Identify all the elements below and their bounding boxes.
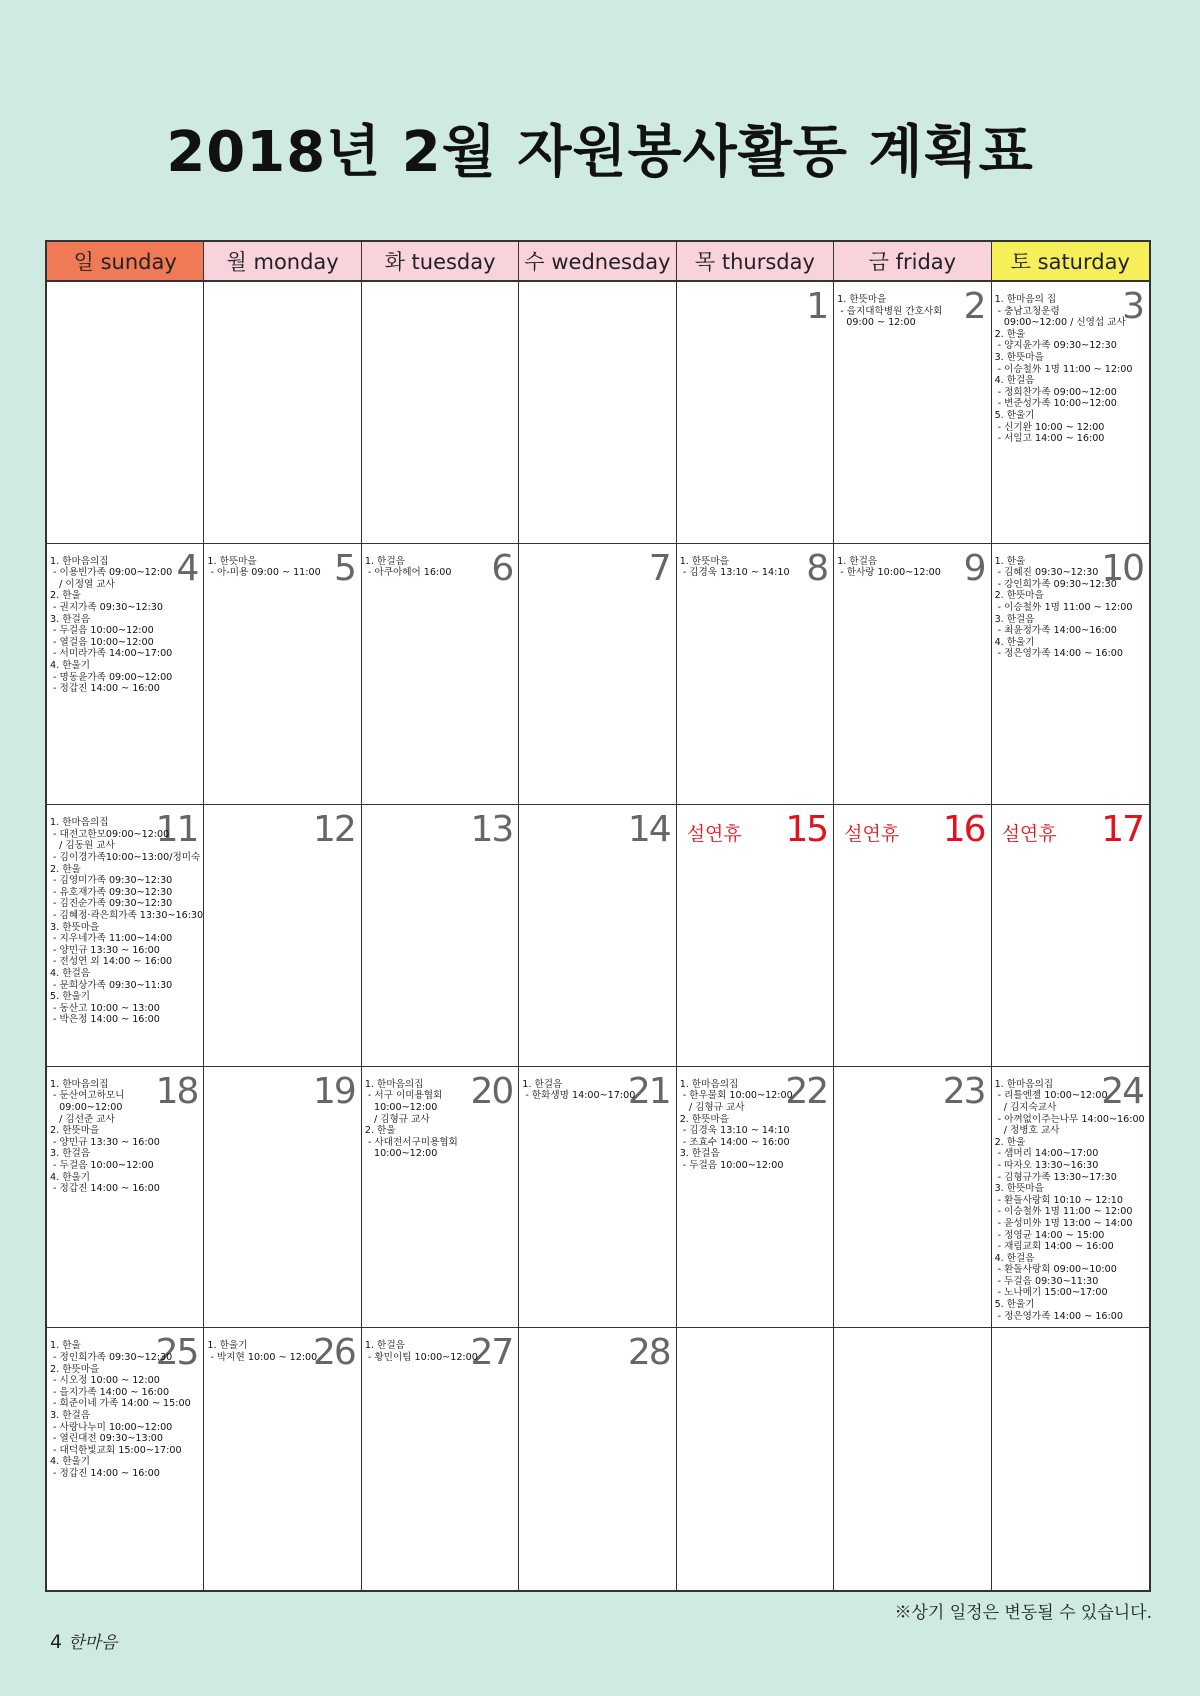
event-line: - 양지윤가족 09:30~12:30 <box>994 340 1117 352</box>
day-number: 6 <box>491 547 513 589</box>
event-line: - 희준이네 가족 14:00 ~ 15:00 <box>50 1398 191 1410</box>
day-cell <box>834 1067 991 1329</box>
day-number: 22 <box>785 1070 828 1112</box>
day-cell <box>519 544 676 806</box>
event-line: - 아-미용 09:00 ~ 11:00 <box>207 567 321 579</box>
event-line: 1. 한걸음 <box>522 1078 563 1090</box>
event-line: - 김진순가족 09:30~12:30 <box>50 898 173 910</box>
day-cell <box>519 282 676 544</box>
day-cell <box>204 1328 361 1590</box>
day-cell <box>834 544 991 806</box>
event-line: 2. 한뜻마을 <box>679 1113 729 1125</box>
event-line: 3. 한걸음 <box>994 613 1035 625</box>
event-line: - 양민규 13:30 ~ 16:00 <box>50 944 160 956</box>
event-list <box>50 1079 159 1195</box>
day-number: 2 <box>963 286 985 327</box>
event-line: / 김형규 교사 <box>364 1113 430 1125</box>
event-line: 3. 한걸음 <box>50 613 91 625</box>
event-line: - 이승철外 1명 11:00 ~ 12:00 <box>994 1206 1133 1218</box>
day-number: 23 <box>942 1070 985 1112</box>
event-line: - 전성연 외 14:00 ~ 16:00 <box>50 956 173 968</box>
day-number: 12 <box>313 809 355 851</box>
day-cell <box>47 544 204 806</box>
event-line: 2. 한울 <box>364 1125 396 1137</box>
day-number: 28 <box>627 1332 670 1374</box>
day-number: 4 <box>176 547 198 589</box>
day-number: 10 <box>1101 547 1143 589</box>
event-line: - 유호재가족 09:30~12:30 <box>50 886 173 898</box>
day-number: 8 <box>806 547 828 589</box>
event-line: 5. 한울기 <box>50 991 91 1003</box>
event-line: - 박은정 14:00 ~ 16:00 <box>50 1014 160 1026</box>
event-line: - 김경욱 13:10 ~ 14:10 <box>679 1125 790 1137</box>
event-line: - 박지현 10:00 ~ 12:00 <box>207 1351 318 1363</box>
day-cell <box>992 1328 1149 1590</box>
day-number: 26 <box>313 1332 355 1374</box>
weekday-header: 토 saturday <box>992 242 1149 282</box>
event-line: 4. 한울기 <box>50 1171 91 1183</box>
event-list <box>50 555 173 695</box>
event-list <box>207 555 321 579</box>
day-number: 24 <box>1101 1070 1143 1112</box>
day-number: 9 <box>963 547 985 589</box>
event-line: - 이승철外 1명 11:00 ~ 12:00 <box>994 363 1133 375</box>
event-line: - 윤성미外 1명 13:00 ~ 14:00 <box>994 1217 1133 1229</box>
event-line: - 열걸음 10:00~12:00 <box>50 636 154 648</box>
event-line: - 강인희가족 09:30~12:30 <box>994 578 1117 590</box>
event-line: 1. 한마음의 집 <box>994 294 1057 305</box>
day-cell <box>362 544 519 806</box>
holiday-label: 설연휴 <box>1001 823 1057 846</box>
event-line: - 정은영가족 14:00 ~ 16:00 <box>994 648 1123 660</box>
event-line: - 대덕한빛교회 15:00~17:00 <box>50 1444 182 1456</box>
footnote: ※상기 일정은 변동될 수 있습니다. <box>894 1603 1152 1623</box>
day-cell <box>47 282 204 544</box>
event-list <box>365 556 474 579</box>
page-footer <box>50 1628 117 1653</box>
event-line: 1. 한울 <box>994 555 1026 567</box>
event-line: - 리틀엔젤 10:00~12:00 <box>994 1090 1108 1102</box>
event-line: 1. 한울기 <box>207 1340 248 1352</box>
event-line: - 사대전서구미용협회 <box>364 1136 458 1148</box>
day-number: 15 <box>785 809 828 851</box>
day-cell <box>834 282 991 544</box>
day-number: 19 <box>313 1070 355 1112</box>
day-cell <box>677 544 834 806</box>
day-cell <box>362 282 519 544</box>
event-line: - 명동윤가족 09:00~12:00 <box>50 671 173 683</box>
event-line: 3. 한뜻마을 <box>994 1183 1044 1195</box>
day-cell <box>677 805 834 1067</box>
event-line: / 이정열 교사 <box>50 578 115 590</box>
day-cell <box>204 282 361 544</box>
weekday-header: 화 tuesday <box>362 242 519 282</box>
event-line: - 김경욱 13:10 ~ 14:10 <box>679 567 790 579</box>
event-line: 4. 한걸음 <box>994 375 1035 387</box>
event-line: 1. 한마음의집 <box>679 1078 739 1090</box>
day-cell <box>362 1328 519 1590</box>
event-line: 1. 한마음의집 <box>50 817 109 829</box>
event-line: 10:00~12:00 <box>364 1101 438 1113</box>
day-number: 5 <box>333 547 355 589</box>
day-cell <box>992 805 1149 1067</box>
event-line: - 신기완 10:00 ~ 12:00 <box>994 421 1105 433</box>
event-line: - 환돌사랑회 09:00~10:00 <box>994 1264 1117 1276</box>
day-cell <box>47 1328 204 1590</box>
event-line: 1. 한걸음 <box>364 555 405 567</box>
weekday-header: 금 friday <box>834 242 991 282</box>
event-line: - 두걸음 10:00~12:00 <box>50 1159 154 1171</box>
event-line: - 사랑나누미 10:00~12:00 <box>50 1421 173 1433</box>
day-number: 17 <box>1101 809 1143 851</box>
holiday-label: 설연휴 <box>686 823 742 846</box>
event-line: - 김영미가족 09:30~12:30 <box>50 875 173 887</box>
event-line: - 정영균 14:00 ~ 15:00 <box>994 1229 1105 1241</box>
day-cell <box>677 282 834 544</box>
event-line: 5. 한울기 <box>994 409 1035 421</box>
event-line: 4. 한울기 <box>50 659 91 671</box>
event-line: 1. 한마음의집 <box>364 1078 424 1090</box>
event-list <box>207 1340 316 1363</box>
event-line: - 이승철外 1명 11:00 ~ 12:00 <box>994 601 1133 613</box>
day-cell <box>362 1067 519 1329</box>
event-line: - 이용빈가족 09:00~12:00 <box>50 567 173 579</box>
day-cell <box>834 805 991 1067</box>
event-line: - 아쿠아헤어 16:00 <box>364 567 452 579</box>
event-line: - 정은영가족 14:00 ~ 16:00 <box>994 1310 1123 1322</box>
event-line: 1. 한마음의집 <box>994 1078 1054 1090</box>
page-number: 4 <box>50 1631 63 1653</box>
day-cell <box>362 805 519 1067</box>
event-line: - 노나메기 15:00~17:00 <box>994 1287 1108 1299</box>
event-line: - 김혜진 09:30~12:30 <box>994 567 1099 579</box>
event-line: 2. 한울 <box>50 590 81 602</box>
event-line: 2. 한울 <box>994 1136 1026 1148</box>
event-line: / 김동원 교사 <box>50 840 115 852</box>
day-cell <box>204 544 361 806</box>
event-line: 3. 한뜻마을 <box>50 921 100 933</box>
event-list <box>679 1078 793 1172</box>
event-line: 1. 한뜻마을 <box>207 555 257 567</box>
event-line: - 문희상가족 09:30~11:30 <box>50 979 173 991</box>
day-number: 11 <box>155 809 198 851</box>
event-line: 1. 한걸음 <box>837 555 878 567</box>
event-line: - 열린대전 09:30~13:00 <box>50 1433 164 1445</box>
event-line: 3. 한걸음 <box>50 1409 91 1421</box>
day-cell <box>519 1067 676 1329</box>
event-line: - 대전고한모09:00~12:00 <box>50 828 170 840</box>
event-list <box>994 555 1133 660</box>
event-line: - 정희찬가족 09:00~12:00 <box>994 386 1117 398</box>
day-number: 21 <box>627 1070 670 1112</box>
event-line: - 정갑진 14:00 ~ 16:00 <box>50 683 160 695</box>
weekday-header: 월 monday <box>204 242 361 282</box>
day-number: 18 <box>155 1070 198 1112</box>
day-cell <box>992 282 1149 544</box>
event-line: - 한사랑 10:00~12:00 <box>837 567 941 579</box>
day-cell <box>204 1067 361 1329</box>
holiday-label: 설연휴 <box>844 823 900 846</box>
event-line: - 을지가족 14:00 ~ 16:00 <box>50 1386 170 1398</box>
event-list <box>364 1340 478 1363</box>
event-line: 10:00~12:00 <box>364 1148 438 1160</box>
event-line: - 을지대학병원 간호사회 <box>837 305 943 317</box>
day-cell <box>677 1067 834 1329</box>
event-line: 4. 한걸음 <box>994 1252 1035 1264</box>
event-list <box>50 817 204 1026</box>
event-line: - 정갑진 14:00 ~ 16:00 <box>50 1183 160 1195</box>
event-line: - 두걸음 10:00~12:00 <box>50 625 154 637</box>
event-line: 1. 한마음의집 <box>50 1078 109 1090</box>
event-line: 1. 한마음의집 <box>50 555 109 567</box>
page-title: 2018년 2월 자원봉사활동 계획표 <box>166 120 1034 185</box>
day-cell <box>677 1328 834 1590</box>
event-line: - 샘머리 14:00~17:00 <box>994 1148 1099 1160</box>
day-cell <box>204 805 361 1067</box>
event-line: - 충남고청운령 <box>994 305 1060 317</box>
event-line: - 정갑진 14:00 ~ 16:00 <box>50 1467 160 1479</box>
event-line: 3. 한걸음 <box>679 1148 720 1160</box>
event-line: - 시오정 10:00 ~ 12:00 <box>50 1375 160 1387</box>
day-number: 25 <box>155 1332 198 1374</box>
event-line: - 변준성가족 10:00~12:00 <box>994 398 1117 410</box>
event-line: - 정인희가족 09:30~12:30 <box>50 1351 173 1363</box>
calendar-grid <box>45 240 1151 1592</box>
event-line: 09:00~12:00 <box>50 1101 123 1113</box>
event-line: - 김혜정·곽은희가족 13:30~16:30 <box>50 909 204 921</box>
day-cell <box>992 544 1149 806</box>
day-cell <box>47 805 204 1067</box>
day-cell <box>834 1328 991 1590</box>
event-line: 4. 한울기 <box>50 1456 91 1468</box>
event-line: 2. 한뜻마을 <box>50 1363 100 1375</box>
event-line: - 한화생명 14:00~17:00 <box>522 1090 636 1102</box>
event-line: - 두걸음 10:00~12:00 <box>679 1159 784 1171</box>
event-line: 1. 한뜻마을 <box>679 555 729 567</box>
day-number: 14 <box>627 809 670 851</box>
event-line: 09:00~12:00 / 신영섭 교사 <box>994 317 1126 329</box>
event-line: 2. 한뜻마을 <box>994 590 1044 602</box>
day-number: 7 <box>648 547 670 589</box>
day-number: 27 <box>470 1332 513 1374</box>
event-list <box>522 1078 636 1102</box>
event-line: - 서구 이미용협회 <box>364 1090 443 1102</box>
day-number: 16 <box>942 809 985 851</box>
event-line: - 권지가족 09:30~12:30 <box>50 601 164 613</box>
event-line: / 김지숙교사 <box>994 1101 1057 1113</box>
event-line: 5. 한울기 <box>994 1299 1035 1311</box>
event-line: - 동산고 10:00 ~ 13:00 <box>50 1002 160 1014</box>
day-number: 3 <box>1122 286 1143 327</box>
day-cell <box>519 805 676 1067</box>
event-line: - 황민이팀 10:00~12:00 <box>364 1351 478 1363</box>
event-line: - 지우네가족 11:00~14:00 <box>50 933 173 945</box>
day-number: 20 <box>470 1070 513 1112</box>
event-line: 3. 한걸음 <box>50 1148 91 1160</box>
event-line: 3. 한뜻마을 <box>994 351 1044 363</box>
event-line: - 양민규 13:30 ~ 16:00 <box>50 1136 160 1148</box>
weekday-header: 수 wednesday <box>519 242 676 282</box>
day-cell <box>992 1067 1149 1329</box>
day-number: 1 <box>806 286 828 327</box>
weekday-header: 목 thursday <box>677 242 834 282</box>
event-line: - 둔산여고하모니 <box>50 1090 125 1102</box>
event-line: - 김이경가족10:00~13:00/정미숙 <box>50 851 201 863</box>
day-cell <box>519 1328 676 1590</box>
event-list <box>994 294 1133 445</box>
day-cell <box>47 1067 204 1329</box>
event-line: - 재림교회 14:00 ~ 16:00 <box>994 1241 1114 1253</box>
event-line: - 환돌사랑회 10:10 ~ 12:10 <box>994 1194 1123 1206</box>
event-line: 4. 한걸음 <box>50 967 91 979</box>
brand-logo-text: 한마음 <box>68 1633 118 1653</box>
event-line: 1. 한걸음 <box>364 1340 405 1352</box>
event-line: 2. 한울 <box>50 863 81 875</box>
event-list <box>680 556 789 579</box>
day-number: 13 <box>470 809 513 851</box>
event-line: - 최윤정가족 14:00~16:00 <box>994 625 1117 637</box>
event-line: - 서일고 14:00 ~ 16:00 <box>994 433 1105 445</box>
event-line: 1. 한울 <box>50 1340 81 1352</box>
event-line: / 김형규 교사 <box>679 1101 745 1113</box>
weekday-header: 일 sunday <box>47 242 204 282</box>
event-list <box>837 294 946 329</box>
event-line: 1. 한뜻마을 <box>837 294 887 305</box>
event-line: - 따자오 13:30~16:30 <box>994 1159 1099 1171</box>
event-line: - 조효수 14:00 ~ 16:00 <box>679 1136 790 1148</box>
event-line: 4. 한울기 <box>994 636 1035 648</box>
event-list <box>837 556 946 579</box>
event-line: - 김형규가족 13:30~17:30 <box>994 1171 1117 1183</box>
event-line: 2. 한뜻마을 <box>50 1125 100 1137</box>
event-line: - 서미라가족 14:00~17:00 <box>50 648 173 660</box>
event-line: - 아껴없이주는나무 14:00~16:00 <box>994 1113 1145 1125</box>
event-line: 09:00 ~ 12:00 <box>837 317 916 329</box>
event-list <box>365 1079 474 1160</box>
event-line: / 정병호 교사 <box>994 1125 1060 1137</box>
event-line: - 한우물회 10:00~12:00 <box>679 1090 793 1102</box>
event-line: / 김선준 교사 <box>50 1113 115 1125</box>
event-line: - 두걸음 09:30~11:30 <box>994 1275 1099 1287</box>
event-line: 2. 한울 <box>994 328 1026 340</box>
